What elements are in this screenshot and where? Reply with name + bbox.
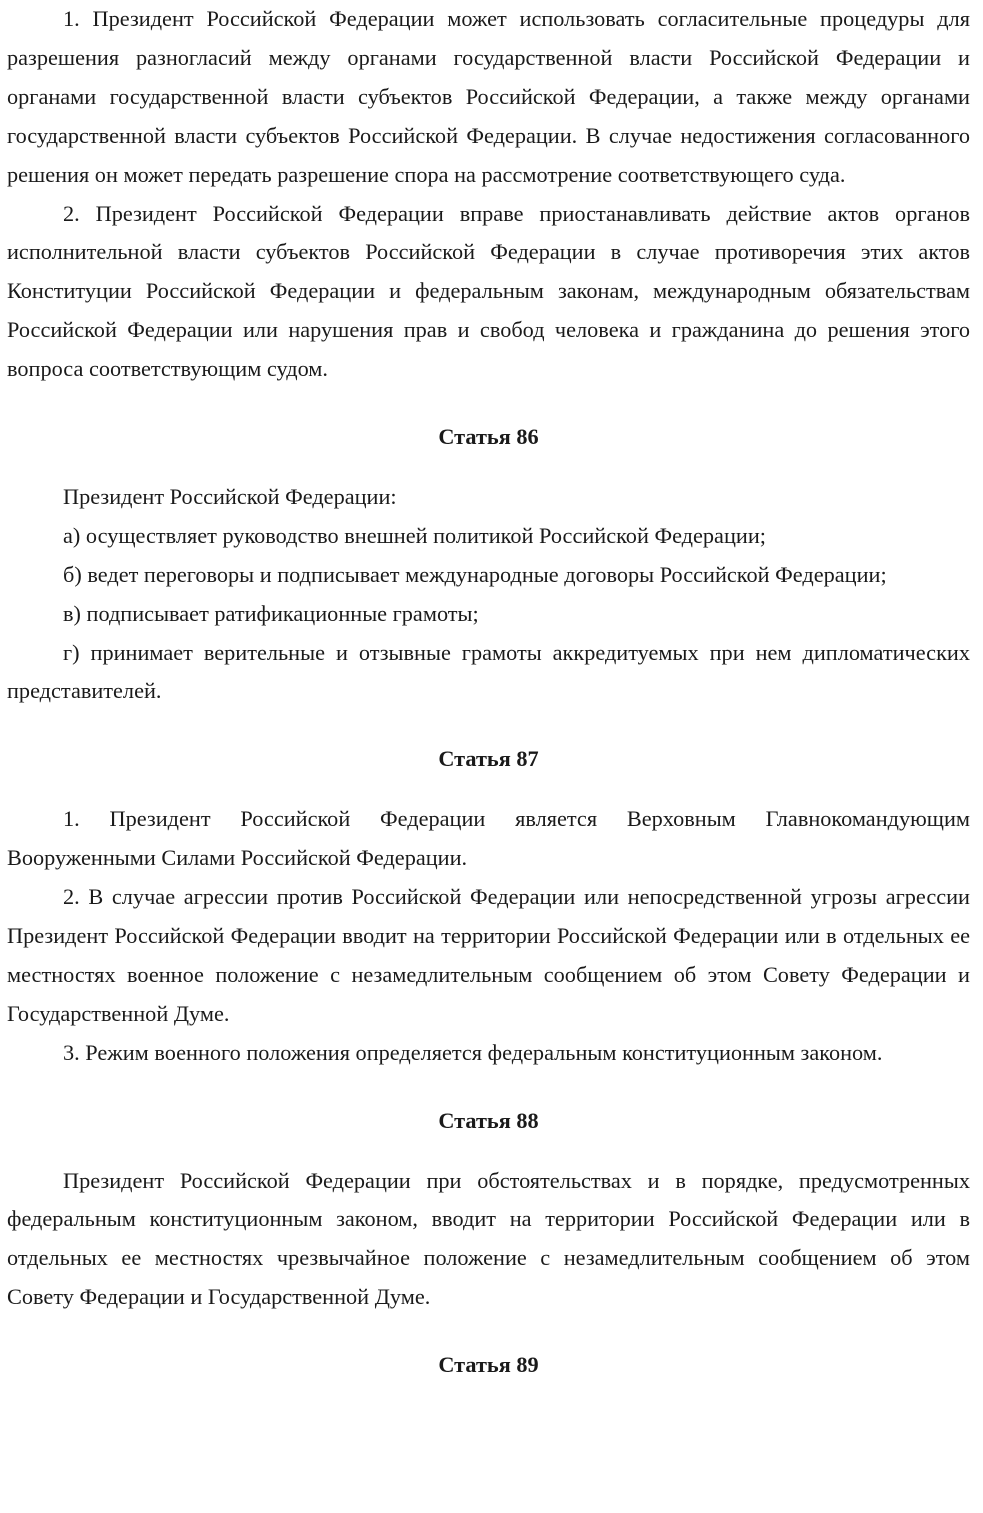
article-86 — [7, 418, 970, 711]
article-87 — [7, 740, 970, 1072]
paragraph: 1. Президент Российской Федерации является Верховным Главнокомандующим Вооруженными Силами Российской Федерации. — [7, 806, 970, 871]
article-89 — [7, 1346, 970, 1385]
paragraph: 2. Президент Российской Федерации вправе приостанавливать действие актов органов исполнительной власти субъектов Российской Федерации в случае противоречия этих актов Конституции Российской Федерации и федеральным законам, международным обязательствам Российской Федерации или нарушения прав и свобод человека и гражданина до решения этого вопроса соответствующим судом. — [7, 200, 970, 382]
paragraph: г) принимает верительные и отзывные грамоты аккредитуемых при нем дипломатических представителей. — [7, 639, 970, 704]
paragraph: 2. В случае агрессии против Российской Федерации или непосредственной угрозы агрессии Президент Российской Федерации вводит на территории Российской Федерации или в отдельных ее местностях военное положение с незамедлительным сообщением об этом Совету Федерации и Государственной Думе. — [7, 884, 970, 1026]
article-88 — [7, 1102, 970, 1318]
article-heading: Статья 89 — [438, 1352, 539, 1378]
paragraph: 1. Президент Российской Федерации может использовать согласительные процедуры для разрешения разногласий между органами государственной власти Российской Федерации и органами государственной власти субъектов Российской Федерации, а также между органами государственной власти субъектов Российской Федерации. В случае недостижения согласованного решения он может передать разрешение спора на рассмотрение соответствующего суда. — [7, 6, 970, 187]
document-page — [7, 0, 970, 1385]
paragraph: б) ведет переговоры и подписывает международные договоры Российской Федерации; — [63, 561, 887, 587]
intro-section — [7, 0, 970, 389]
article-heading: Статья 88 — [438, 1107, 539, 1133]
paragraph: а) осуществляет руководство внешней политикой Российской Федерации; — [63, 522, 766, 548]
paragraph: в) подписывает ратификационные грамоты; — [63, 600, 479, 626]
paragraph: 3. Режим военного положения определяется федеральным конституционным законом. — [63, 1039, 883, 1065]
article-heading: Статья 87 — [438, 746, 539, 772]
paragraph: Президент Российской Федерации: — [63, 483, 397, 509]
paragraph: Президент Российской Федерации при обстоятельствах и в порядке, предусмотренных федеральным конституционным законом, вводит на территории Российской Федерации или в отдельных ее местностях чрезвычайное положение с незамедлительным сообщением об этом Совету Федерации и Государственной Думе. — [7, 1167, 970, 1310]
article-heading: Статья 86 — [438, 424, 539, 450]
